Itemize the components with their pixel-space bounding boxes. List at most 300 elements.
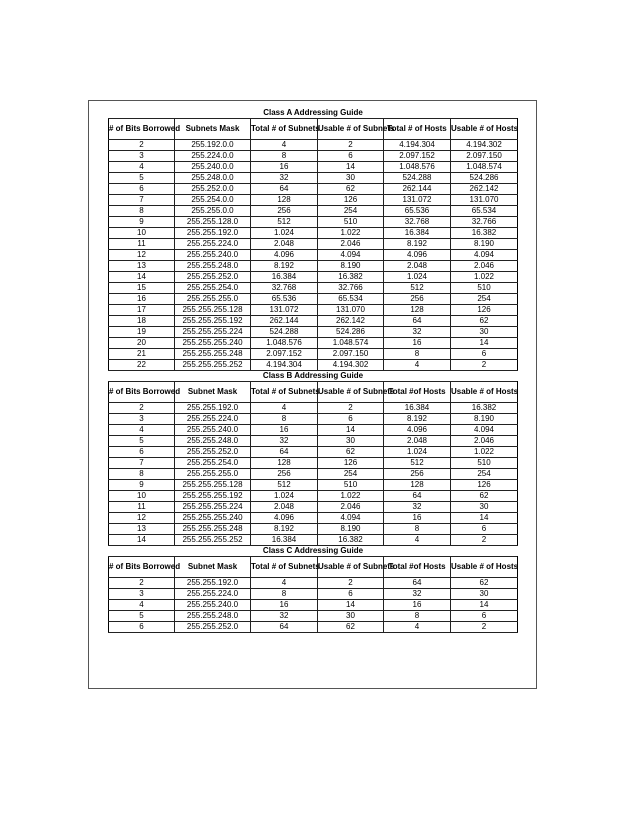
table-cell: 13 <box>109 524 175 535</box>
table-row <box>109 480 518 491</box>
table-cell: 4.194.302 <box>318 360 384 371</box>
column-header: Subnet Mask <box>175 557 251 578</box>
table-cell: 255.192.0.0 <box>175 140 251 151</box>
column-header: Usable # of Hosts <box>451 382 518 403</box>
table-row <box>109 403 518 414</box>
table-cell: 131.070 <box>451 195 518 206</box>
table-cell: 22 <box>109 360 175 371</box>
table-row <box>109 228 518 239</box>
table-cell: 6 <box>318 589 384 600</box>
table-row <box>109 316 518 327</box>
table-cell: 255.255.192.0 <box>175 228 251 239</box>
table-cell: 64 <box>251 447 318 458</box>
table-cell: 7 <box>109 195 175 206</box>
table-cell: 62 <box>451 316 518 327</box>
table-cell: 2 <box>109 403 175 414</box>
table-cell: 128 <box>384 305 451 316</box>
column-header: # of Bits Borrowed <box>109 119 175 140</box>
table-cell: 16 <box>384 338 451 349</box>
table-cell: 510 <box>318 217 384 228</box>
table-cell: 64 <box>384 316 451 327</box>
column-header: Subnet Mask <box>175 382 251 403</box>
table-cell: 510 <box>318 480 384 491</box>
table-cell: 14 <box>451 338 518 349</box>
table-cell: 14 <box>318 425 384 436</box>
table-row <box>109 622 518 633</box>
table-cell: 16 <box>384 600 451 611</box>
table-cell: 16.384 <box>384 403 451 414</box>
column-header: Usable # of Subnets <box>318 557 384 578</box>
table-row <box>109 338 518 349</box>
table-cell: 255.255.255.248 <box>175 524 251 535</box>
table-cell: 255.255.252.0 <box>175 622 251 633</box>
table-cell: 64 <box>384 491 451 502</box>
table-row <box>109 458 518 469</box>
table-cell: 17 <box>109 305 175 316</box>
table-cell: 512 <box>384 458 451 469</box>
table-row <box>109 600 518 611</box>
table-cell: 4 <box>384 360 451 371</box>
table-cell: 11 <box>109 239 175 250</box>
table-cell: 8.192 <box>251 524 318 535</box>
table-cell: 255.255.255.224 <box>175 327 251 338</box>
table-cell: 4.096 <box>251 250 318 261</box>
table-cell: 4 <box>109 600 175 611</box>
table-row <box>109 151 518 162</box>
table-cell: 524.286 <box>318 327 384 338</box>
table-row <box>109 261 518 272</box>
table-cell: 255.255.254.0 <box>175 458 251 469</box>
table-cell: 510 <box>451 458 518 469</box>
table-cell: 256 <box>251 206 318 217</box>
table-cell: 6 <box>109 184 175 195</box>
table-cell: 3 <box>109 589 175 600</box>
table-cell: 524.286 <box>451 173 518 184</box>
table-cell: 255.255.252.0 <box>175 447 251 458</box>
table-cell: 4.094 <box>451 250 518 261</box>
table-cell: 16.384 <box>384 228 451 239</box>
addressing-guide-table <box>108 108 518 633</box>
table-cell: 262.142 <box>318 316 384 327</box>
table-cell: 255.255.255.252 <box>175 360 251 371</box>
table-cell: 126 <box>451 305 518 316</box>
table-cell: 2.097.152 <box>384 151 451 162</box>
table-cell: 4.096 <box>384 250 451 261</box>
table-cell: 16.382 <box>318 272 384 283</box>
column-header: Usable # of Subnets <box>318 119 384 140</box>
table-cell: 255.255.192.0 <box>175 403 251 414</box>
table-row <box>109 305 518 316</box>
table-cell: 65.536 <box>384 206 451 217</box>
table-cell: 4 <box>251 578 318 589</box>
table-cell: 4 <box>109 425 175 436</box>
table-cell: 12 <box>109 250 175 261</box>
table-row <box>109 578 518 589</box>
table-cell: 255.255.255.248 <box>175 349 251 360</box>
class-c-title: Class C Addressing Guide <box>262 546 364 555</box>
table-cell: 4.094 <box>451 425 518 436</box>
table-cell: 2 <box>109 578 175 589</box>
table-cell: 32 <box>251 611 318 622</box>
table-cell: 255.255.248.0 <box>175 436 251 447</box>
column-header: Usable # of Hosts <box>451 119 518 140</box>
table-cell: 14 <box>109 535 175 546</box>
table-cell: 254 <box>451 294 518 305</box>
table-cell: 4 <box>251 403 318 414</box>
table-cell: 254 <box>451 469 518 480</box>
table-cell: 16.382 <box>451 403 518 414</box>
table-cell: 15 <box>109 283 175 294</box>
table-row <box>109 217 518 228</box>
table-cell: 8 <box>251 414 318 425</box>
table-cell: 30 <box>318 173 384 184</box>
table-cell: 2 <box>451 360 518 371</box>
table-row <box>109 195 518 206</box>
table-cell: 16 <box>251 162 318 173</box>
table-cell: 255.255.224.0 <box>175 414 251 425</box>
table-cell: 8 <box>109 206 175 217</box>
table-cell: 65.534 <box>318 294 384 305</box>
table-cell: 64 <box>251 184 318 195</box>
table-cell: 5 <box>109 173 175 184</box>
table-cell: 8 <box>109 469 175 480</box>
table-cell: 32.766 <box>451 217 518 228</box>
table-cell: 4 <box>251 140 318 151</box>
table-cell: 2.048 <box>384 261 451 272</box>
table-cell: 2.046 <box>318 239 384 250</box>
table-row <box>109 294 518 305</box>
table-cell: 5 <box>109 611 175 622</box>
column-header: Usable # of Hosts <box>451 557 518 578</box>
table-cell: 1.024 <box>384 272 451 283</box>
table-cell: 262.142 <box>451 184 518 195</box>
table-cell: 19 <box>109 327 175 338</box>
table-cell: 8.192 <box>384 414 451 425</box>
table-cell: 1.048.576 <box>251 338 318 349</box>
table-row <box>109 611 518 622</box>
table-cell: 6 <box>318 414 384 425</box>
table-cell: 1.048.574 <box>318 338 384 349</box>
table-cell: 524.288 <box>251 327 318 338</box>
table-cell: 2 <box>318 140 384 151</box>
table-cell: 16.384 <box>251 535 318 546</box>
table-cell: 126 <box>318 195 384 206</box>
class-c-title-row <box>109 546 518 557</box>
table-cell: 4.194.304 <box>384 140 451 151</box>
table-cell: 6 <box>451 524 518 535</box>
table-cell: 16.382 <box>318 535 384 546</box>
table-cell: 1.048.574 <box>451 162 518 173</box>
table-cell: 32 <box>251 173 318 184</box>
column-header: Total #of Hosts <box>384 557 451 578</box>
column-header: Total #of Hosts <box>384 382 451 403</box>
table-cell: 2.048 <box>251 239 318 250</box>
table-cell: 512 <box>384 283 451 294</box>
column-header: Total # of Hosts <box>384 119 451 140</box>
table-cell: 255.255.224.0 <box>175 239 251 250</box>
table-row <box>109 414 518 425</box>
table-cell: 3 <box>109 414 175 425</box>
class-a-title-row <box>109 108 518 119</box>
column-header: Total # of Subnets <box>251 382 318 403</box>
table-cell: 9 <box>109 217 175 228</box>
table-cell: 255.240.0.0 <box>175 162 251 173</box>
table-cell: 256 <box>384 469 451 480</box>
table-cell: 255.255.248.0 <box>175 611 251 622</box>
table-cell: 2 <box>318 578 384 589</box>
table-cell: 512 <box>251 217 318 228</box>
table-row <box>109 469 518 480</box>
table-cell: 62 <box>318 184 384 195</box>
table-row <box>109 327 518 338</box>
table-cell: 254 <box>318 206 384 217</box>
class-a-title: Class A Addressing Guide <box>263 108 363 117</box>
table-cell: 255.255.240.0 <box>175 600 251 611</box>
table-cell: 8 <box>384 611 451 622</box>
table-cell: 255.255.255.192 <box>175 491 251 502</box>
table-cell: 1.022 <box>318 228 384 239</box>
table-cell: 255.255.248.0 <box>175 261 251 272</box>
table-cell: 14 <box>109 272 175 283</box>
table-cell: 6 <box>318 151 384 162</box>
table-row <box>109 239 518 250</box>
table-cell: 4 <box>384 535 451 546</box>
table-cell: 16 <box>109 294 175 305</box>
table-cell: 10 <box>109 491 175 502</box>
table-cell: 16.382 <box>451 228 518 239</box>
column-header: Total # of Subnets <box>251 557 318 578</box>
table-cell: 32.768 <box>384 217 451 228</box>
table-cell: 32 <box>384 502 451 513</box>
table-cell: 32.768 <box>251 283 318 294</box>
addressing-guide-sheet <box>108 108 517 633</box>
table-cell: 62 <box>318 447 384 458</box>
table-row <box>109 425 518 436</box>
table-cell: 2 <box>109 140 175 151</box>
table-cell: 255.255.254.0 <box>175 283 251 294</box>
table-cell: 128 <box>251 195 318 206</box>
table-cell: 2.048 <box>251 502 318 513</box>
table-cell: 1.024 <box>251 228 318 239</box>
table-cell: 30 <box>451 502 518 513</box>
table-row <box>109 250 518 261</box>
table-cell: 2 <box>451 622 518 633</box>
table-cell: 9 <box>109 480 175 491</box>
table-cell: 2.097.152 <box>251 349 318 360</box>
table-row <box>109 162 518 173</box>
table-cell: 1.024 <box>384 447 451 458</box>
table-cell: 255.255.240.0 <box>175 425 251 436</box>
table-cell: 62 <box>451 578 518 589</box>
table-cell: 14 <box>451 600 518 611</box>
table-cell: 256 <box>251 469 318 480</box>
table-row <box>109 513 518 524</box>
table-cell: 4.194.302 <box>451 140 518 151</box>
table-row <box>109 589 518 600</box>
table-cell: 8 <box>251 151 318 162</box>
table-cell: 32 <box>251 436 318 447</box>
table-row <box>109 272 518 283</box>
table-cell: 32 <box>384 589 451 600</box>
table-cell: 256 <box>384 294 451 305</box>
table-cell: 62 <box>318 622 384 633</box>
table-cell: 255.255.255.240 <box>175 338 251 349</box>
table-cell: 255.255.255.128 <box>175 480 251 491</box>
table-cell: 5 <box>109 436 175 447</box>
table-cell: 128 <box>384 480 451 491</box>
table-cell: 30 <box>318 436 384 447</box>
table-cell: 64 <box>384 578 451 589</box>
table-cell: 4.094 <box>318 250 384 261</box>
column-header: Total # of Subnets <box>251 119 318 140</box>
table-cell: 16 <box>384 513 451 524</box>
table-cell: 6 <box>451 611 518 622</box>
table-cell: 64 <box>251 622 318 633</box>
table-cell: 30 <box>451 589 518 600</box>
table-cell: 510 <box>451 283 518 294</box>
table-cell: 512 <box>251 480 318 491</box>
table-row <box>109 349 518 360</box>
table-cell: 4.096 <box>251 513 318 524</box>
table-cell: 8 <box>384 524 451 535</box>
table-cell: 255.255.252.0 <box>175 272 251 283</box>
class-a-header-row <box>109 119 518 140</box>
table-cell: 255.255.255.0 <box>175 294 251 305</box>
table-row <box>109 535 518 546</box>
class-b-title-row <box>109 371 518 382</box>
table-cell: 255.255.255.224 <box>175 502 251 513</box>
table-cell: 8 <box>384 349 451 360</box>
table-cell: 16 <box>251 425 318 436</box>
table-cell: 2.048 <box>384 436 451 447</box>
table-cell: 1.048.576 <box>384 162 451 173</box>
table-row <box>109 206 518 217</box>
table-cell: 2.046 <box>451 436 518 447</box>
table-cell: 131.072 <box>251 305 318 316</box>
table-cell: 14 <box>451 513 518 524</box>
table-cell: 2.097.150 <box>318 349 384 360</box>
table-cell: 255.255.192.0 <box>175 578 251 589</box>
table-cell: 6 <box>451 349 518 360</box>
table-cell: 255.224.0.0 <box>175 151 251 162</box>
table-cell: 11 <box>109 502 175 513</box>
table-cell: 8.192 <box>251 261 318 272</box>
table-cell: 255.252.0.0 <box>175 184 251 195</box>
table-cell: 255.255.255.192 <box>175 316 251 327</box>
column-header: # of Bits Borrowed <box>109 557 175 578</box>
table-cell: 255.255.0.0 <box>175 206 251 217</box>
table-row <box>109 140 518 151</box>
table-cell: 1.024 <box>251 491 318 502</box>
table-cell: 8 <box>251 589 318 600</box>
table-cell: 14 <box>318 162 384 173</box>
table-cell: 8.190 <box>451 239 518 250</box>
table-cell: 255.254.0.0 <box>175 195 251 206</box>
table-row <box>109 283 518 294</box>
table-cell: 131.072 <box>384 195 451 206</box>
table-cell: 2.046 <box>318 502 384 513</box>
table-cell: 524.288 <box>384 173 451 184</box>
table-cell: 4 <box>384 622 451 633</box>
class-b-header-row <box>109 382 518 403</box>
table-cell: 13 <box>109 261 175 272</box>
table-cell: 32.766 <box>318 283 384 294</box>
table-cell: 30 <box>318 611 384 622</box>
table-cell: 8.190 <box>318 524 384 535</box>
table-cell: 8.190 <box>451 414 518 425</box>
table-cell: 4.096 <box>384 425 451 436</box>
table-cell: 6 <box>109 447 175 458</box>
table-row <box>109 184 518 195</box>
table-row <box>109 491 518 502</box>
table-cell: 65.534 <box>451 206 518 217</box>
table-cell: 20 <box>109 338 175 349</box>
table-cell: 255.255.255.252 <box>175 535 251 546</box>
table-cell: 16.384 <box>251 272 318 283</box>
table-cell: 2.046 <box>451 261 518 272</box>
table-cell: 2 <box>318 403 384 414</box>
table-cell: 12 <box>109 513 175 524</box>
table-cell: 32 <box>384 327 451 338</box>
table-cell: 4 <box>109 162 175 173</box>
table-cell: 10 <box>109 228 175 239</box>
table-cell: 131.070 <box>318 305 384 316</box>
table-cell: 255.255.255.0 <box>175 469 251 480</box>
class-b-title: Class B Addressing Guide <box>262 371 364 380</box>
table-cell: 4.194.304 <box>251 360 318 371</box>
table-cell: 1.022 <box>318 491 384 502</box>
table-cell: 255.255.224.0 <box>175 589 251 600</box>
table-row <box>109 360 518 371</box>
table-row <box>109 173 518 184</box>
table-cell: 255.255.128.0 <box>175 217 251 228</box>
column-header: Subnets Mask <box>175 119 251 140</box>
table-cell: 8.190 <box>318 261 384 272</box>
table-cell: 6 <box>109 622 175 633</box>
table-cell: 2.097.150 <box>451 151 518 162</box>
table-cell: 255.248.0.0 <box>175 173 251 184</box>
table-cell: 255.255.240.0 <box>175 250 251 261</box>
column-header: Usable # of Subnets <box>318 382 384 403</box>
table-cell: 7 <box>109 458 175 469</box>
table-row <box>109 502 518 513</box>
table-cell: 65.536 <box>251 294 318 305</box>
table-cell: 126 <box>451 480 518 491</box>
table-cell: 62 <box>451 491 518 502</box>
table-cell: 1.022 <box>451 447 518 458</box>
table-cell: 254 <box>318 469 384 480</box>
table-cell: 255.255.255.240 <box>175 513 251 524</box>
table-cell: 18 <box>109 316 175 327</box>
table-cell: 255.255.255.128 <box>175 305 251 316</box>
table-cell: 14 <box>318 600 384 611</box>
table-cell: 4.094 <box>318 513 384 524</box>
table-row <box>109 524 518 535</box>
table-cell: 21 <box>109 349 175 360</box>
class-c-header-row <box>109 557 518 578</box>
table-cell: 8.192 <box>384 239 451 250</box>
table-row <box>109 447 518 458</box>
table-cell: 128 <box>251 458 318 469</box>
table-cell: 126 <box>318 458 384 469</box>
table-cell: 16 <box>251 600 318 611</box>
table-cell: 1.022 <box>451 272 518 283</box>
table-cell: 30 <box>451 327 518 338</box>
table-row <box>109 436 518 447</box>
table-cell: 3 <box>109 151 175 162</box>
table-cell: 2 <box>451 535 518 546</box>
table-cell: 262.144 <box>251 316 318 327</box>
